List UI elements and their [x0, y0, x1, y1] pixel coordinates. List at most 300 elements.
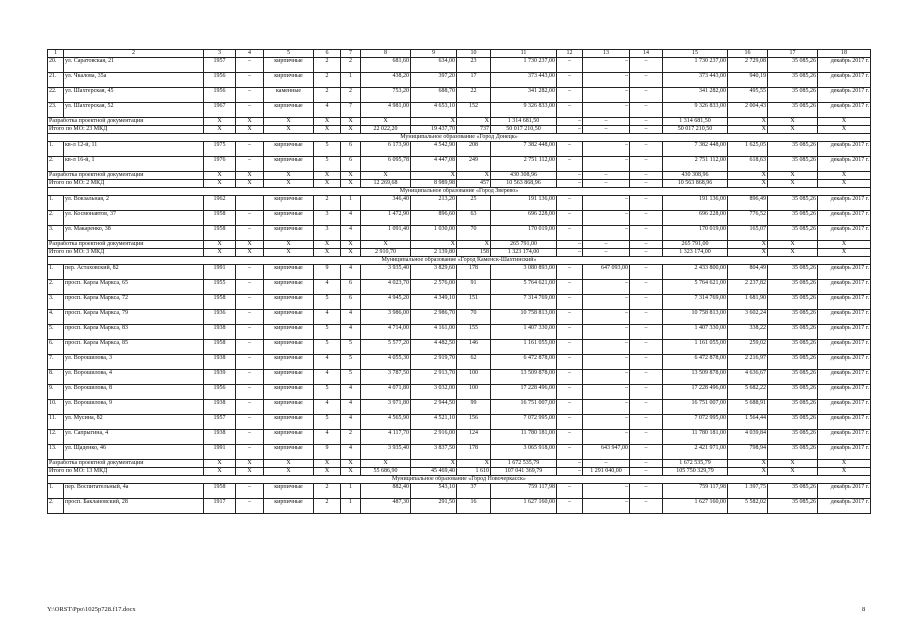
summary-cell: –	[630, 467, 663, 475]
value-cell: 170 019,00	[491, 225, 557, 240]
value-cell: 35 085,26	[768, 210, 818, 225]
value-cell: 17 228 496,00	[663, 384, 728, 399]
value-cell: 23	[457, 57, 491, 72]
summary-cell: X	[341, 240, 361, 248]
column-number-cell: 1	[48, 50, 64, 58]
summary-cell: X	[768, 171, 818, 179]
value-cell: 2	[314, 483, 341, 498]
value-cell: 1 627 160,00	[663, 498, 728, 513]
summary-cell: X	[314, 179, 341, 187]
column-number-cell: 16	[728, 50, 768, 58]
building-row	[48, 210, 871, 225]
value-cell: –	[630, 156, 663, 171]
value-cell: –	[236, 210, 264, 225]
summary-cell: –	[630, 459, 663, 467]
value-cell: 1936	[204, 309, 236, 324]
address-cell: кв-л 12-й, 11	[64, 141, 204, 156]
value-cell: 63	[457, 210, 491, 225]
value-cell: 5	[341, 354, 361, 369]
value-cell: 10 758 813,00	[491, 309, 557, 324]
value-cell: 35 085,26	[768, 156, 818, 171]
deadline-cell: декабрь 2017 г.	[818, 102, 871, 117]
value-cell: –	[583, 102, 630, 117]
row-number-cell: 11.	[48, 414, 64, 429]
value-cell: 1	[341, 483, 361, 498]
value-cell: 759 117,98	[663, 483, 728, 498]
deadline-cell: декабрь 2017 г.	[818, 264, 871, 279]
value-cell: –	[236, 294, 264, 309]
value-cell: 1 161 055,00	[663, 339, 728, 354]
value-cell: 5	[314, 141, 341, 156]
value-cell: 373 443,00	[491, 72, 557, 87]
summary-row	[48, 467, 871, 475]
value-cell: 1 681,90	[728, 294, 768, 309]
value-cell: 2 944,50	[411, 399, 457, 414]
summary-cell: X	[264, 125, 314, 133]
summary-cell: X	[411, 240, 457, 248]
value-cell: 1 407 330,00	[491, 324, 557, 339]
summary-cell: X	[361, 459, 411, 467]
value-cell: 35 085,26	[768, 369, 818, 384]
building-row	[48, 72, 871, 87]
value-cell: 9	[314, 444, 341, 459]
value-cell: –	[583, 195, 630, 210]
value-cell: 191 136,00	[663, 195, 728, 210]
value-cell: –	[583, 57, 630, 72]
value-cell: –	[557, 72, 583, 87]
value-cell: –	[630, 339, 663, 354]
value-cell: 4 945,20	[361, 294, 411, 309]
summary-cell: X	[411, 459, 457, 467]
value-cell: 4	[341, 309, 361, 324]
column-number-cell: 13	[583, 50, 630, 58]
value-cell: 647 093,00	[583, 264, 630, 279]
summary-cell: 12 269,68	[361, 179, 411, 187]
building-row	[48, 354, 871, 369]
value-cell: 151	[457, 294, 491, 309]
value-cell: –	[630, 57, 663, 72]
value-cell: –	[630, 444, 663, 459]
value-cell: 4 565,90	[361, 414, 411, 429]
address-cell: ул. Ворошилова, 8	[64, 384, 204, 399]
deadline-cell: декабрь 2017 г.	[818, 414, 871, 429]
address-cell: ул. Макаренко, 38	[64, 225, 204, 240]
value-cell: 2 421 971,00	[663, 444, 728, 459]
value-cell: 1 407 330,00	[663, 324, 728, 339]
value-cell: кирпичные	[264, 498, 314, 513]
building-row	[48, 87, 871, 102]
value-cell: 178	[457, 264, 491, 279]
value-cell: 7 382 448,00	[663, 141, 728, 156]
address-cell: ул. Шахтерская, 52	[64, 102, 204, 117]
summary-cell: X	[768, 179, 818, 187]
summary-cell: X	[457, 117, 491, 125]
summary-cell: X	[768, 248, 818, 256]
value-cell: кирпичные	[264, 399, 314, 414]
value-cell: 5 682,22	[728, 384, 768, 399]
value-cell: –	[630, 210, 663, 225]
value-cell: 35 085,26	[768, 264, 818, 279]
value-cell: –	[630, 141, 663, 156]
value-cell: 6	[341, 156, 361, 171]
value-cell: –	[236, 324, 264, 339]
value-cell: 3	[314, 210, 341, 225]
value-cell: 1 472,90	[361, 210, 411, 225]
summary-cell: 430 308,96	[663, 171, 728, 179]
value-cell: 4	[341, 324, 361, 339]
row-number-cell: 10.	[48, 399, 64, 414]
column-number-cell: 4	[236, 50, 264, 58]
value-cell: кирпичные	[264, 279, 314, 294]
summary-cell: 737	[457, 125, 491, 133]
value-cell: 7 072 995,00	[663, 414, 728, 429]
summary-cell: 19 437,70	[411, 125, 457, 133]
value-cell: –	[236, 279, 264, 294]
address-cell: просп. Карла Маркса, 72	[64, 294, 204, 309]
address-cell: ул. Ворошилова, 4	[64, 369, 204, 384]
value-cell: 1 730 237,00	[491, 57, 557, 72]
value-cell: 152	[457, 102, 491, 117]
value-cell: 35 085,26	[768, 324, 818, 339]
row-number-cell: 7.	[48, 354, 64, 369]
address-cell: пер. Воспитательный, 4а	[64, 483, 204, 498]
value-cell: –	[630, 225, 663, 240]
summary-cell: X	[314, 240, 341, 248]
deadline-cell: декабрь 2017 г.	[818, 225, 871, 240]
value-cell: 35 085,26	[768, 294, 818, 309]
summary-row	[48, 240, 871, 248]
row-number-cell: 2.	[48, 156, 64, 171]
deadline-cell: декабрь 2017 г.	[818, 354, 871, 369]
building-row	[48, 294, 871, 309]
value-cell: 6 472 878,00	[491, 354, 557, 369]
summary-cell: –	[557, 179, 583, 187]
value-cell: –	[630, 264, 663, 279]
value-cell: 341 282,00	[491, 87, 557, 102]
value-cell: –	[630, 369, 663, 384]
value-cell: –	[630, 354, 663, 369]
column-number-cell: 12	[557, 50, 583, 58]
value-cell: –	[557, 156, 583, 171]
value-cell: 9	[314, 264, 341, 279]
row-number-cell: 3.	[48, 225, 64, 240]
value-cell: –	[557, 444, 583, 459]
summary-cell: 105 750 329,79	[663, 467, 728, 475]
value-cell: каменные	[264, 87, 314, 102]
summary-cell: 1 672 535,79	[663, 459, 728, 467]
value-cell: 1	[341, 72, 361, 87]
column-number-cell: 2	[64, 50, 204, 58]
value-cell: 882,40	[361, 483, 411, 498]
value-cell: –	[630, 294, 663, 309]
column-number-row	[48, 50, 871, 58]
value-cell: 696 228,00	[491, 210, 557, 225]
value-cell: 17 228 496,00	[491, 384, 557, 399]
value-cell: кирпичные	[264, 264, 314, 279]
building-row	[48, 399, 871, 414]
column-number-cell: 7	[341, 50, 361, 58]
data-table-sheet	[47, 49, 870, 514]
value-cell: 7 072 995,00	[491, 414, 557, 429]
value-cell: кирпичные	[264, 324, 314, 339]
value-cell: 4 636,67	[728, 369, 768, 384]
summary-cell: X	[818, 125, 871, 133]
column-number-cell: 17	[768, 50, 818, 58]
value-cell: 3 787,50	[361, 369, 411, 384]
row-number-cell: 6.	[48, 339, 64, 354]
summary-cell: X	[728, 459, 768, 467]
value-cell: кирпичные	[264, 72, 314, 87]
deadline-cell: декабрь 2017 г.	[818, 339, 871, 354]
value-cell: кирпичные	[264, 141, 314, 156]
value-cell: –	[630, 399, 663, 414]
address-cell: ул. Ворошилова, 3	[64, 354, 204, 369]
row-number-cell: 4.	[48, 309, 64, 324]
deadline-cell: декабрь 2017 г.	[818, 57, 871, 72]
value-cell: 346,40	[361, 195, 411, 210]
value-cell: 1976	[204, 156, 236, 171]
summary-cell: X	[264, 459, 314, 467]
value-cell: –	[557, 309, 583, 324]
value-cell: 291,50	[411, 498, 457, 513]
row-number-cell: 13.	[48, 444, 64, 459]
document-file-path: Y:\ORST\Ppo\1025p728.f17.docx	[47, 606, 136, 613]
summary-cell: –	[583, 248, 630, 256]
value-cell: 5 577,20	[361, 339, 411, 354]
summary-cell: 1 323 174,00	[491, 248, 557, 256]
building-row	[48, 339, 871, 354]
page-number: 8	[862, 606, 866, 613]
value-cell: 543,10	[411, 483, 457, 498]
value-cell: 62	[457, 354, 491, 369]
value-cell: 634,00	[411, 57, 457, 72]
value-cell: 35 085,26	[768, 309, 818, 324]
value-cell: 4 714,00	[361, 324, 411, 339]
summary-cell: 2 910,70	[361, 248, 411, 256]
value-cell: 4 161,00	[411, 324, 457, 339]
value-cell: –	[630, 384, 663, 399]
building-row	[48, 444, 871, 459]
value-cell: 681,60	[361, 57, 411, 72]
value-cell: 4 349,10	[411, 294, 457, 309]
value-cell: 776,52	[728, 210, 768, 225]
value-cell: –	[557, 141, 583, 156]
value-cell: 2 913,70	[411, 369, 457, 384]
summary-cell: X	[341, 117, 361, 125]
value-cell: 4	[341, 444, 361, 459]
summary-cell: –	[583, 125, 630, 133]
deadline-cell: декабрь 2017 г.	[818, 141, 871, 156]
value-cell: –	[557, 483, 583, 498]
building-row	[48, 324, 871, 339]
value-cell: 1 627 160,00	[491, 498, 557, 513]
value-cell: 4 981,00	[361, 102, 411, 117]
summary-cell: X	[236, 179, 264, 187]
summary-cell: 22 022,20	[361, 125, 411, 133]
value-cell: 7 382 448,00	[491, 141, 557, 156]
summary-cell: 265 791,00	[491, 240, 557, 248]
value-cell: 2	[314, 87, 341, 102]
summary-cell: X	[204, 117, 236, 125]
value-cell: 1991	[204, 264, 236, 279]
row-number-cell: 20.	[48, 57, 64, 72]
summary-cell: 50 017 210,50	[663, 125, 728, 133]
value-cell: 5	[341, 339, 361, 354]
value-cell: –	[583, 399, 630, 414]
building-row	[48, 195, 871, 210]
value-cell: 7	[341, 102, 361, 117]
summary-label: Итого по МО: 2 МКД	[48, 179, 204, 187]
summary-cell: 1 291 040,00	[583, 467, 630, 475]
value-cell: 1958	[204, 339, 236, 354]
deadline-cell: декабрь 2017 г.	[818, 87, 871, 102]
value-cell: –	[583, 141, 630, 156]
value-cell: 2	[314, 72, 341, 87]
summary-cell: X	[457, 171, 491, 179]
value-cell: 99	[457, 399, 491, 414]
value-cell: –	[630, 429, 663, 444]
value-cell: 35 085,26	[768, 195, 818, 210]
value-cell: 1 030,00	[411, 225, 457, 240]
column-number-cell: 18	[818, 50, 871, 58]
summary-cell: X	[728, 171, 768, 179]
summary-label: Разработка проектной документации	[48, 459, 204, 467]
value-cell: –	[583, 225, 630, 240]
building-row	[48, 102, 871, 117]
summary-cell: X	[728, 179, 768, 187]
summary-row	[48, 171, 871, 179]
address-cell: ул. Космонавтов, 37	[64, 210, 204, 225]
value-cell: 213,20	[411, 195, 457, 210]
summary-cell: –	[630, 171, 663, 179]
municipality-title: Муниципальное образование «Город Донецк»	[48, 133, 871, 141]
summary-cell: –	[583, 171, 630, 179]
value-cell: 70	[457, 225, 491, 240]
value-cell: 178	[457, 444, 491, 459]
summary-cell: X	[264, 240, 314, 248]
summary-cell: X	[818, 467, 871, 475]
summary-cell: X	[314, 171, 341, 179]
municipality-title: Муниципальное образование «Город Зверево»	[48, 187, 871, 195]
summary-row	[48, 459, 871, 467]
building-row	[48, 384, 871, 399]
summary-cell: X	[204, 459, 236, 467]
summary-cell: X	[204, 171, 236, 179]
address-cell: просп. Карла Маркса, 79	[64, 309, 204, 324]
summary-cell: X	[204, 240, 236, 248]
value-cell: 1938	[204, 354, 236, 369]
value-cell: 753,20	[361, 87, 411, 102]
municipality-title: Муниципальное образование «Город Новочеркасск»	[48, 475, 871, 483]
value-cell: 1955	[204, 279, 236, 294]
value-cell: 1975	[204, 141, 236, 156]
summary-cell: –	[557, 171, 583, 179]
summary-label: Итого по МО: 3 МКД	[48, 248, 204, 256]
summary-cell: 8 989,98	[411, 179, 457, 187]
summary-cell: X	[236, 125, 264, 133]
value-cell: 35 085,26	[768, 279, 818, 294]
summary-cell: –	[630, 125, 663, 133]
value-cell: 3 032,00	[411, 384, 457, 399]
value-cell: кирпичные	[264, 483, 314, 498]
value-cell: 259,02	[728, 339, 768, 354]
value-cell: 338,22	[728, 324, 768, 339]
value-cell: 1	[341, 195, 361, 210]
summary-cell: X	[818, 459, 871, 467]
deadline-cell: декабрь 2017 г.	[818, 444, 871, 459]
value-cell: 35 085,26	[768, 429, 818, 444]
value-cell: –	[236, 102, 264, 117]
value-cell: 2 751 112,00	[663, 156, 728, 171]
row-number-cell: 1.	[48, 141, 64, 156]
value-cell: –	[630, 195, 663, 210]
summary-cell: 1 610	[457, 467, 491, 475]
value-cell: 1967	[204, 102, 236, 117]
value-cell: –	[630, 324, 663, 339]
value-cell: 1957	[204, 414, 236, 429]
summary-cell: X	[264, 467, 314, 475]
value-cell: 896,49	[728, 195, 768, 210]
summary-cell: 1 672 535,79	[491, 459, 557, 467]
summary-cell: X	[818, 117, 871, 125]
summary-cell: X	[236, 459, 264, 467]
value-cell: 17	[457, 72, 491, 87]
value-cell: 13 509 878,00	[663, 369, 728, 384]
deadline-cell: декабрь 2017 г.	[818, 195, 871, 210]
value-cell: –	[630, 414, 663, 429]
address-cell: ул. Вокзальная, 2	[64, 195, 204, 210]
value-cell: 4	[341, 414, 361, 429]
value-cell: 165,07	[728, 225, 768, 240]
value-cell: 35 085,26	[768, 225, 818, 240]
deadline-cell: декабрь 2017 г.	[818, 156, 871, 171]
value-cell: –	[557, 102, 583, 117]
value-cell: –	[236, 414, 264, 429]
value-cell: –	[236, 399, 264, 414]
address-cell: ул. Щаденко, 46	[64, 444, 204, 459]
value-cell: 1938	[204, 399, 236, 414]
value-cell: 35 085,26	[768, 102, 818, 117]
value-cell: 16 751 007,00	[491, 399, 557, 414]
value-cell: кирпичные	[264, 384, 314, 399]
summary-row	[48, 125, 871, 133]
address-cell: ул. Сапрыгина, 4	[64, 429, 204, 444]
value-cell: 2 004,43	[728, 102, 768, 117]
value-cell: 2	[341, 57, 361, 72]
column-number-cell: 10	[457, 50, 491, 58]
value-cell: кирпичные	[264, 102, 314, 117]
deadline-cell: декабрь 2017 г.	[818, 384, 871, 399]
value-cell: –	[583, 279, 630, 294]
value-cell: 4	[314, 369, 341, 384]
value-cell: 373 443,00	[663, 72, 728, 87]
value-cell: –	[557, 264, 583, 279]
value-cell: 16	[457, 498, 491, 513]
summary-cell: 2 139,80	[411, 248, 457, 256]
row-number-cell: 2.	[48, 210, 64, 225]
value-cell: 35 085,26	[768, 339, 818, 354]
address-cell: ул. Шахтерская, 45	[64, 87, 204, 102]
summary-cell: X	[341, 179, 361, 187]
value-cell: –	[583, 324, 630, 339]
value-cell: 35 085,26	[768, 384, 818, 399]
value-cell: 1962	[204, 195, 236, 210]
column-number-cell: 8	[361, 50, 411, 58]
summary-cell: X	[768, 459, 818, 467]
summary-cell: X	[204, 467, 236, 475]
row-number-cell: 22.	[48, 87, 64, 102]
value-cell: 155	[457, 324, 491, 339]
